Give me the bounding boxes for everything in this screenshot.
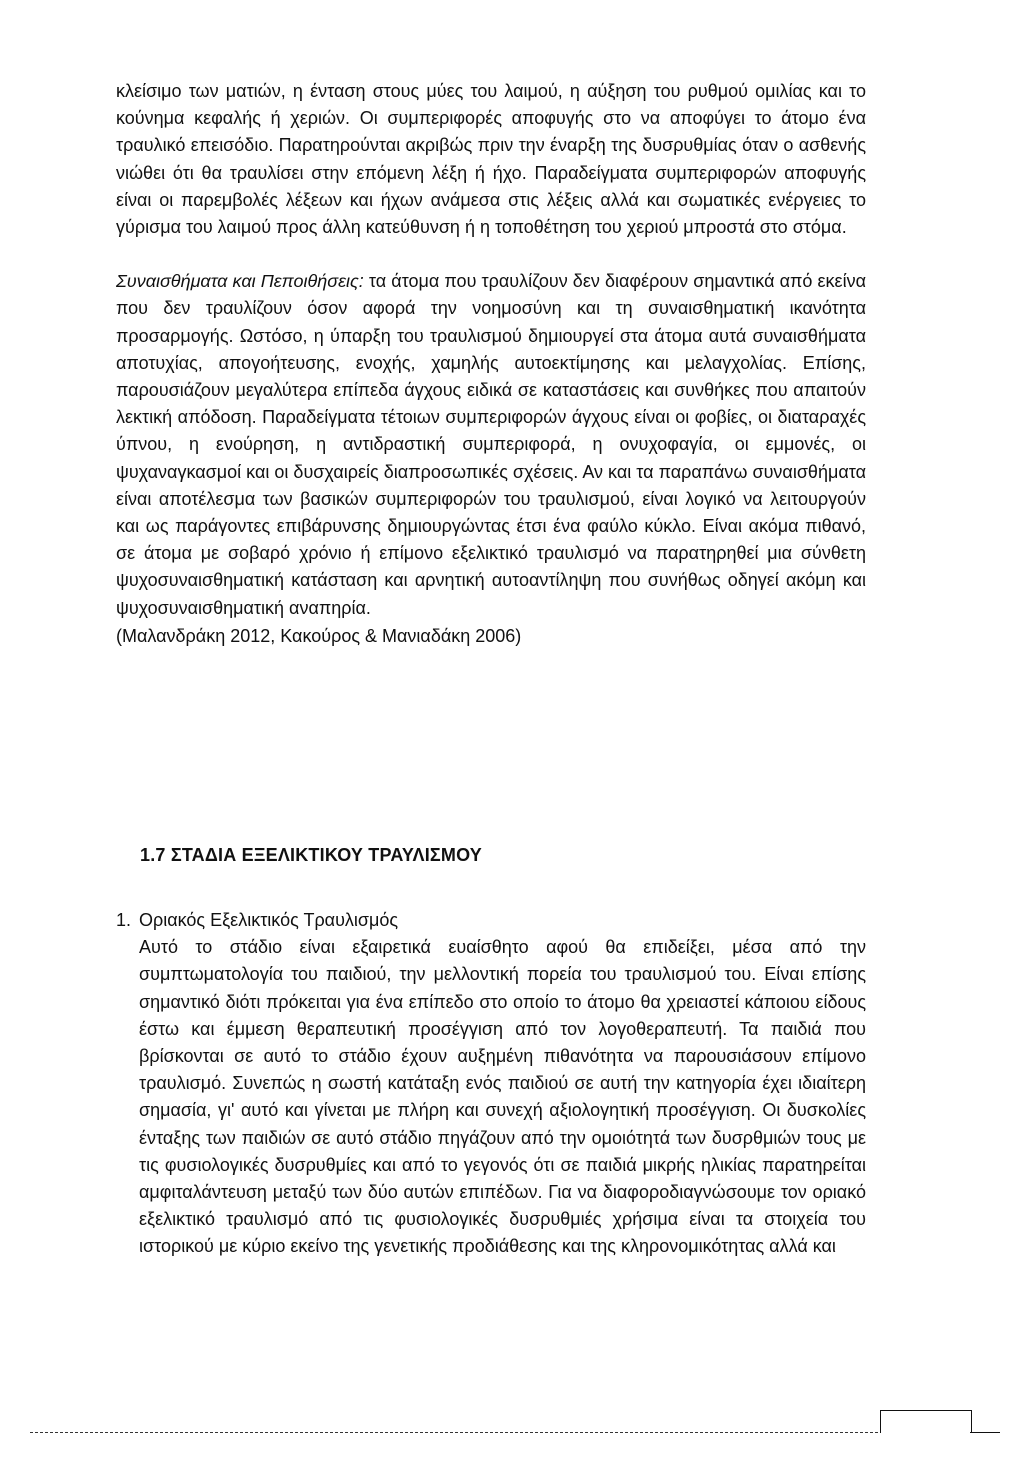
list-item-title [116, 907, 866, 934]
paragraph-spacer [116, 241, 866, 268]
footer-bracket-mark [880, 1410, 972, 1433]
footer-tail-line [970, 1432, 1000, 1433]
section-heading: 1.7 ΣΤΑΔΙΑ ΕΞΕΛΙΚΤΙΚΟΥ ΤΡΑΥΛΙΣΜΟΥ [140, 845, 483, 865]
footer-divider [30, 1432, 878, 1433]
paragraph-avoidance-behaviors: κλείσιμο των ματιών, η ένταση στους μύες του λαιμού, η αύξηση του ρυθμού ομιλίας και το κούνημα κεφαλής ή χεριών. Οι συμπεριφορές αποφυγής στο να αποφύγει το άτομο ένα τραυλικό επεισόδιο. Παρατηρούνται ακριβώς πριν την έναρξη της δυσρυθμίας όταν ο ασθενής νιώθει ότι θα τραυλίσει στην επόμενη λέξη ή ήχο. Παραδείγματα συμπεριφορών αποφυγής είναι οι παρεμβολές λέξεων και ήχων ανάμεσα στις λέξεις αλλά και σωματικές ενέργειες το γύρισμα του λαιμού προς άλλη κατεύθυνση ή η τοποθέτηση του χεριού μπροστά στο στόμα. [116, 81, 866, 238]
body-text [116, 78, 866, 650]
citation: (Μαλανδράκη 2012, Κακούρος & Μανιαδάκη 2006) [116, 625, 522, 646]
list-item-heading: Οριακός Εξελικτικός Τραυλισμός [139, 910, 399, 930]
paragraph-emotions-text: τα άτομα που τραυλίζουν δεν διαφέρουν σημαντικά από εκείνα που δεν τραυλίζουν όσον αφορά την νοημοσύνη και τη συναισθηματική ικανότητα προσαρμογής. Ωστόσο, η ύπαρξη του τραυλισμού δημιουργεί στα άτομα αυτά συναισθήματα αποτυχίας, απογοήτευσης, ενοχής, χαμηλής αυτοεκτίμησης και μελαγχολίας. Επίσης, παρουσιάζουν μεγαλύτερα επίπεδα άγχους ειδικά σε καταστάσεις και συνθήκες που απαιτούν λεκτική απόδοση. Παραδείγματα τέτοιων συμπεριφορών άγχους είναι οι φοβίες, οι διαταραχές ύπνου, η ενούρηση, η αντιδραστική συμπεριφορά, η ονυχοφαγία, οι εμμονές, οι ψυχαναγκασμοί και οι δυσχαιρείς διαπροσωπικές σχέσεις. Αν και τα παραπάνω συναισθήματα είναι αποτέλεσμα των βασικών συμπεριφορών του τραυλισμού, είναι λογικό να λειτουργούν και ως παράγοντες επιβάρυνσης δημιουργώντας έτσι ένα φαύλο κύκλο. Είναι ακόμα πιθανό, σε άτομα με σοβαρό χρόνιο ή επίμονο εξελικτικό τραυλισμό να παρατηρηθεί μια σύνθετη ψυχοσυναισθηματική κατάσταση και αρνητική αυτοαντίληψη που συνήθως οδηγεί ακόμη και ψυχοσυναισθηματική αναπηρία. [116, 271, 866, 618]
list-item-number: 1. [116, 910, 132, 930]
list-item-text: Αυτό το στάδιο είναι εξαιρετικά ευαίσθητο αφού θα επιδείξει, μέσα από την συμπτωματολογία του παιδιού, την μελλοντική πορεία του τραυλισμού του. Είναι επίσης σημαντικό διότι πρόκειται για ένα επίπεδο στο οποίο το άτομο θα χρειαστεί κάποιου είδους έστω και έμμεση θεραπευτική προσέγγιση από τον λογοθεραπευτή. Τα παιδιά που βρίσκονται σε αυτό το στάδιο έχουν αυξημένη πιθανότητα να παρουσιάσουν επίμονο τραυλισμό. Συνεπώς η σωστή κατάταξη ενός παιδιού σε αυτή την κατηγορία έχει ιδιαίτερη σημασία, γι' αυτό και γίνεται με πλήρη και συνεχή αξιολογητική προσέγγιση. Οι δυσκολίες ένταξης των παιδιών σε αυτό στάδιο πηγάζουν από την ομοιότητά των δυσρθμιών τους με τις φυσιολογικές δυσρυθμίες και από το γεγονός ότι σε παιδιά μικρής ηλικίας παρατηρείται αμφιταλάντευση μεταξύ των δύο αυτών επιπέδων. Για να διαφοροδιαγνώσουμε τον οριακό εξελικτικό τραυλισμό από τις φυσιολογικές δυσρυθμιές χρήσιμα είναι τα στοιχεία του ιστορικού με κύριο εκείνο της γενετικής προδιάθεσης και της κληρονομικότητας αλλά και [139, 937, 866, 1257]
stages-list [116, 907, 866, 1261]
paragraph-lead-italic: Συναισθήματα και Πεποιθήσεις: [116, 271, 364, 292]
paragraph-emotions-beliefs [116, 268, 866, 622]
